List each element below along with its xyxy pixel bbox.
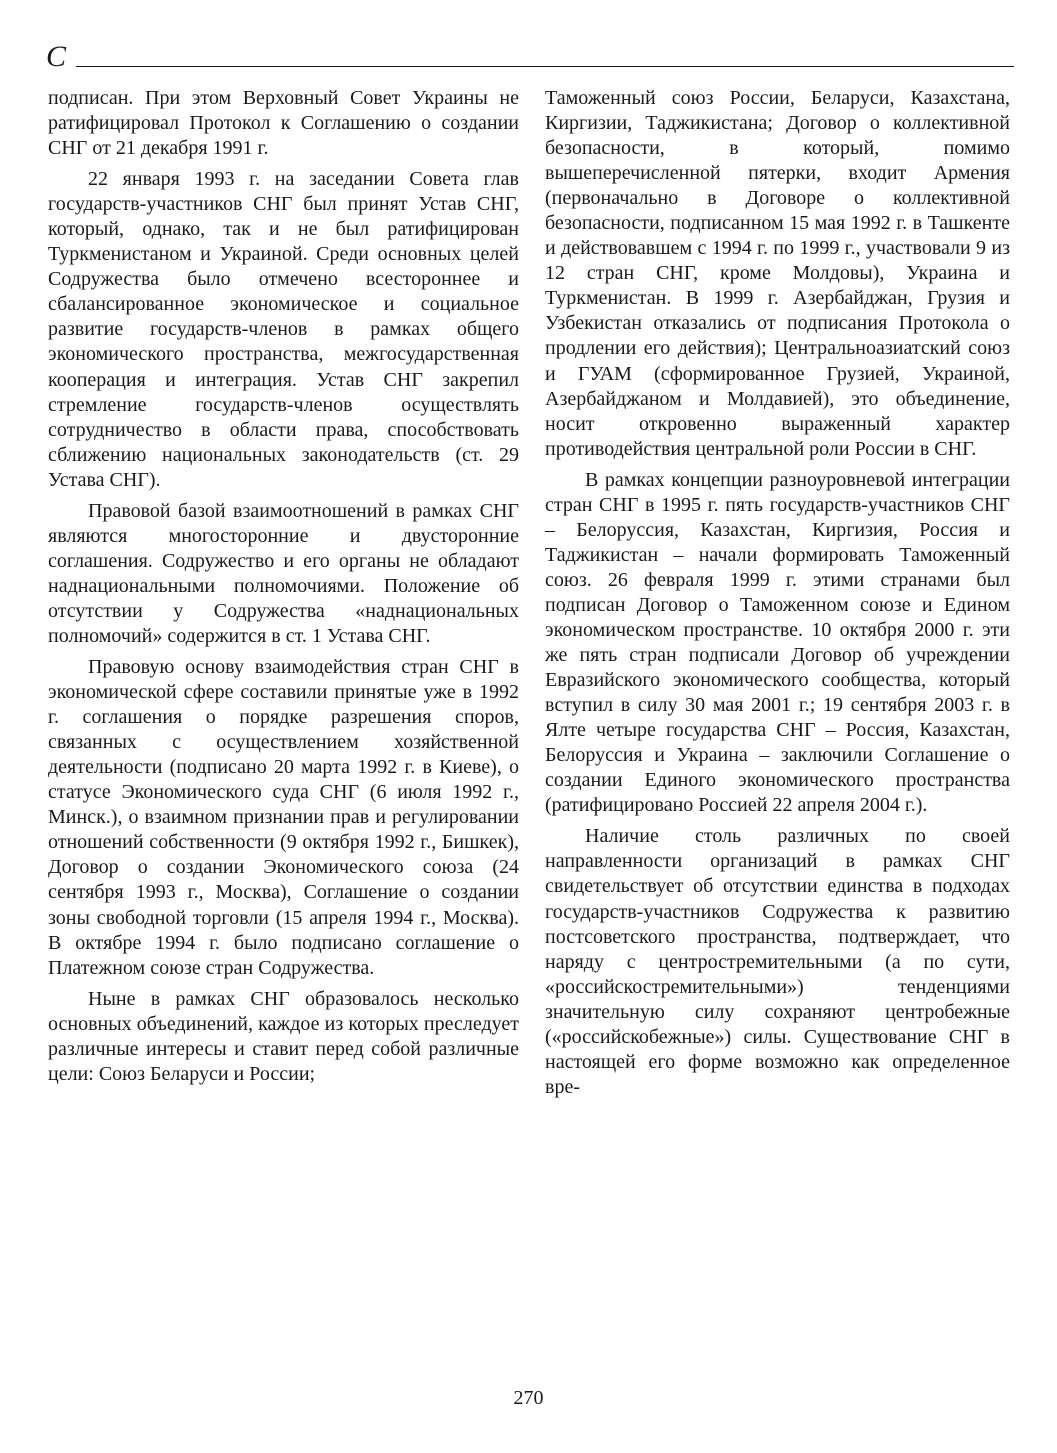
paragraph: Наличие столь различных по своей направленности организаций в рамках СНГ свидетельствует об отсутствии единства в подходах государств-участников Содружества к развитию постсоветского пространства, подтверждает, что наряду с центростремительными (а по сути, «российскостремительными») тенденциями значительную силу сохраняют центробежные («российскобежные») силы. Существование СНГ в настоящей его форме возможно как определенное вре- [545, 825, 1010, 1098]
paragraph: В рамках концепции разноуровневой интеграции стран СНГ в 1995 г. пять государств-участников СНГ – Белоруссия, Казахстан, Киргизия, Россия и Таджикистан – начали формировать Таможенный союз. 26 февраля 1999 г. этими странами был подписан Договор о Таможенном союзе и Едином экономическом пространстве. 10 октября 2000 г. эти же пять стран подписали Договор об учреждении Евразийского экономического сообщества, который вступил в силу 30 мая 2001 г.; 19 сентября 2003 г. в Ялте четыре государства СНГ – Россия, Казахстан, Белоруссия и Украина – заключили Соглашение о создании Единого экономического пространства (ратифицировано Россией 22 апреля 2004 г.). [545, 468, 1010, 817]
paragraph: 22 января 1993 г. на заседании Совета глав государств-участников СНГ был принят Устав СНГ, который, однако, так и не был ратифицирован Туркменистаном и Украиной. Среди основных целей Содружества было отмечено всестороннее и сбалансированное экономическое и социальное развитие государств-членов в рамках общего экономического пространства, межгосударственная кооперация и интеграция. Устав СНГ закрепил стремление государств-членов осуществлять сотрудничество в области права, способствовать сближению национальных законодательств (ст. 29 Устава СНГ). [48, 168, 519, 491]
left-column [48, 86, 519, 1093]
paragraph: Ныне в рамках СНГ образовалось несколько основных объединений, каждое из которых преследует различные интересы и ставит перед собой различные цели: Союз Беларуси и России; [48, 987, 519, 1085]
right-column [545, 86, 1010, 1106]
page-number: 270 [513, 1387, 544, 1409]
paragraph: Правовой базой взаимоотношений в рамках СНГ являются многосторонние и двусторонние соглашения. Содружество и его органы не обладают наднациональными полномочиями. Положение об отсутствии у Содружества «наднациональных полномочий» содержится в ст. 1 Устава СНГ. [48, 499, 519, 647]
paragraph: подписан. При этом Верховный Совет Украины не ратифицировал Протокол к Соглашению о создании СНГ от 21 декабря 1991 г. [48, 87, 519, 160]
section-letter: C [46, 40, 67, 73]
header-rule [76, 66, 1014, 67]
paragraph: Таможенный союз России, Беларуси, Казахстана, Киргизии, Таджикистана; Договор о коллективной безопасности, в который, помимо вышеперечисленной пятерки, входит Армения (первоначально в Договоре о коллективной безопасности, подписанном 15 мая 1992 г. в Ташкенте и действовавшем с 1994 г. по 1999 г., участвовали 9 из 12 стран СНГ, кроме Молдовы), Украина и Туркменистан. В 1999 г. Азербайджан, Грузия и Узбекистан отказались от подписания Протокола о продлении его действия); Центральноазиатский союз и ГУАМ (сформированное Грузией, Украиной, Азербайджаном и Молдавией), это объединение, носит откровенно выраженный характер противодействия центральной роли России в СНГ. [545, 87, 1010, 460]
running-header [46, 42, 1014, 72]
paragraph: Правовую основу взаимодействия стран СНГ в экономической сфере составили принятые уже в 1992 г. соглашения о порядке разрешения споров, связанных с осуществлением хозяйственной деятельности (подписано 20 марта 1992 г. в Киеве), о статусе Экономического суда СНГ (6 июля 1992 г., Минск.), о взаимном признании прав и регулировании отношений собственности (9 октября 1992 г., Бишкек), Договор о создании Экономического союза (24 сентября 1993 г., Москва), Соглашение о создании зоны свободной торговли (15 апреля 1994 г., Москва). В октябре 1994 г. было подписано соглашение о Платежном союзе стран Содружества. [48, 656, 519, 979]
